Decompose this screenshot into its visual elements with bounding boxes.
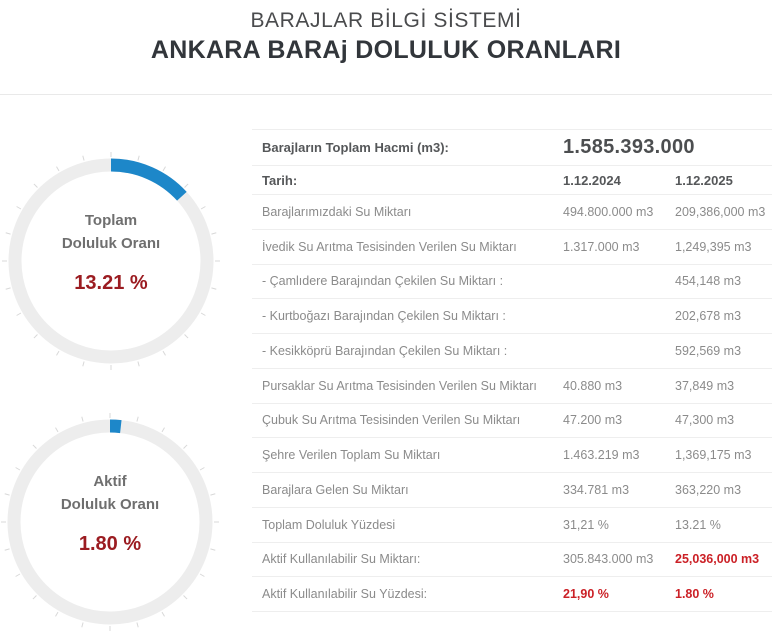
- gauge-label-line2: Doluluk Oranı: [60, 496, 160, 513]
- header-divider: [0, 94, 772, 95]
- total-fullness-gauge: [0, 150, 222, 372]
- value-2025: 37,849 m3: [675, 378, 735, 393]
- table-row: [252, 473, 772, 508]
- value-2024: 334.781 m3: [563, 482, 630, 497]
- row-label: Tarih:: [262, 172, 298, 188]
- row-label: Aktif Kullanılabilir Su Miktarı:: [262, 552, 421, 567]
- table-row-total-volume: [252, 129, 772, 166]
- value-2024: 47.200 m3: [563, 413, 623, 428]
- value-2024: 31,21 %: [563, 517, 609, 532]
- value-2025: 1,249,395 m3: [675, 239, 752, 254]
- page-title: ANKARA BARAj DOLULUK ORANLARI: [150, 36, 622, 64]
- table-row: [252, 299, 772, 334]
- table-row: [252, 543, 772, 578]
- total-volume-value: 1.585.393.000: [563, 136, 695, 158]
- value-2025: 47,300 m3: [675, 413, 735, 428]
- gauge-label-line1: Toplam: [84, 212, 138, 229]
- row-label: - Kurtboğazı Barajından Çekilen Su Miktarı :: [262, 309, 506, 324]
- value-2024: 305.843.000 m3: [563, 552, 654, 567]
- row-label: Barajlarımızdaki Su Miktarı: [262, 204, 412, 219]
- value-2025: 592,569 m3: [675, 343, 742, 358]
- row-label: Çubuk Su Arıtma Tesisinden Verilen Su Miktarı: [262, 413, 521, 428]
- table-row: [252, 438, 772, 473]
- row-label: Toplam Doluluk Yüzdesi: [262, 517, 396, 532]
- row-label: - Kesikköprü Barajından Çekilen Su Miktarı :: [262, 343, 508, 358]
- value-2025: 454,148 m3: [675, 274, 742, 289]
- value-2025: 363,220 m3: [675, 482, 742, 497]
- value-2025: 202,678 m3: [675, 309, 742, 324]
- row-label: - Çamlıdere Barajından Çekilen Su Miktarı :: [262, 274, 504, 289]
- table-row: [252, 334, 772, 369]
- page-header: [0, 6, 772, 66]
- row-label: Barajların Toplam Hacmi (m3):: [262, 140, 449, 155]
- value-2025: 13.21 %: [675, 517, 721, 532]
- value-2024: 1.317.000 m3: [563, 239, 640, 254]
- date-column-2024: 1.12.2024: [563, 172, 621, 188]
- row-label: Pursaklar Su Arıtma Tesisinden Verilen Su Miktarı: [262, 378, 537, 393]
- table-row: [252, 230, 772, 265]
- value-2024: 21,90 %: [563, 587, 609, 602]
- gauge-text-block: [0, 150, 222, 372]
- row-label: Şehre Verilen Toplam Su Miktarı: [262, 448, 441, 463]
- value-2024: 1.463.219 m3: [563, 448, 640, 463]
- value-2025: 25,036,000 m3: [675, 552, 760, 567]
- table-row: [252, 265, 772, 300]
- value-2025: 1.80 %: [675, 587, 714, 602]
- gauge-label-line2: Doluluk Oranı: [61, 235, 161, 252]
- value-2024: 494.800.000 m3: [563, 204, 654, 219]
- value-2025: 209,386,000 m3: [675, 204, 766, 219]
- gauge-text-block: [0, 411, 221, 633]
- row-label: Barajlara Gelen Su Miktarı: [262, 482, 409, 497]
- table-row-date: [252, 166, 772, 195]
- value-2025: 1,369,175 m3: [675, 448, 752, 463]
- site-title: BARAJLAR BİLGİ SİSTEMİ: [250, 9, 522, 32]
- active-fullness-gauge: [0, 411, 221, 633]
- gauge-label-line1: Aktif: [93, 473, 127, 490]
- row-label: Aktif Kullanılabilir Su Yüzdesi:: [262, 587, 428, 602]
- date-column-2025: 1.12.2025: [675, 172, 733, 188]
- table-row: [252, 508, 772, 543]
- dam-data-table: [252, 129, 772, 612]
- gauge-percent-value: 1.80 %: [78, 533, 142, 555]
- table-row: [252, 195, 772, 230]
- table-row: [252, 577, 772, 612]
- table-row: [252, 404, 772, 439]
- row-label: İvedik Su Arıtma Tesisinden Verilen Su Miktarı: [262, 239, 517, 254]
- table-row: [252, 369, 772, 404]
- gauge-percent-value: 13.21 %: [74, 272, 148, 294]
- value-2024: 40.880 m3: [563, 378, 623, 393]
